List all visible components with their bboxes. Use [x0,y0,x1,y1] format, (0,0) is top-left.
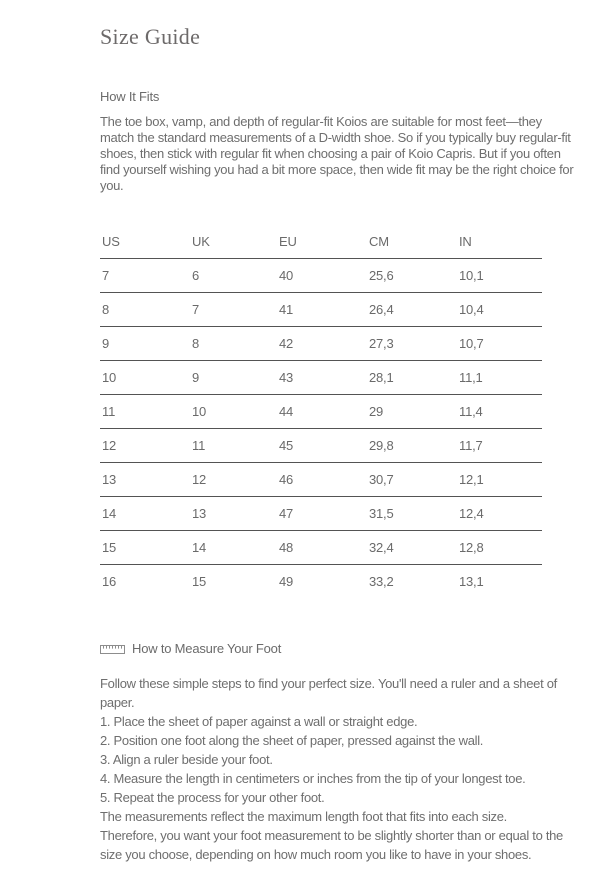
size-cell: 42 [277,327,367,361]
size-cell: 44 [277,395,367,429]
table-row [100,327,542,361]
size-cell: 33,2 [369,574,394,589]
size-cell: 25,6 [367,259,457,293]
table-row [100,531,542,565]
size-guide-page [0,24,603,877]
size-cell: 11 [190,429,277,463]
table-row [100,497,542,531]
size-cell: 29,8 [367,429,457,463]
size-cell: 48 [277,531,367,565]
size-cell: 41 [277,293,367,327]
size-cell: 11 [100,395,190,429]
column-header-us: US [100,234,190,259]
measure-step: 3. Align a ruler beside your foot. [100,752,273,767]
size-cell: 9 [100,327,190,361]
size-cell: 15 [100,531,190,565]
size-cell: 10 [190,395,277,429]
table-row [100,293,542,327]
measure-step: 5. Repeat the process for your other foot. [100,790,325,805]
size-cell: 7 [100,259,190,293]
size-cell: 47 [277,497,367,531]
fit-section [100,89,575,194]
size-table-header-row [100,234,542,259]
table-row [100,463,542,497]
column-header-eu: EU [277,234,367,259]
table-row [100,395,542,429]
size-cell: 26,4 [367,293,457,327]
size-cell: 11,7 [457,429,542,463]
table-row [100,565,542,599]
size-cell: 14 [190,531,277,565]
size-cell: 12 [190,463,277,497]
size-cell: 10,7 [457,327,542,361]
size-cell: 45 [277,429,367,463]
size-cell: 31,5 [367,497,457,531]
measure-step: 4. Measure the length in centimeters or inches from the tip of your longest toe. [100,771,526,786]
size-cell: 14 [100,497,190,531]
measure-step: 2. Position one foot along the sheet of paper, pressed against the wall. [100,733,484,748]
column-header-uk: UK [190,234,277,259]
size-cell: 11,1 [457,361,542,395]
measure-note: Therefore, you want your foot measurement to be slightly shorter than or equal to the size you choose, depending on how much room you like to have in your shoes. [100,828,563,862]
table-row [100,361,542,395]
table-row [100,259,542,293]
size-cell: 13 [190,497,277,531]
size-cell: 29 [367,395,457,429]
size-cell: 40 [277,259,367,293]
size-cell: 13,1 [459,574,484,589]
measure-step: 1. Place the sheet of paper against a wall or straight edge. [100,714,418,729]
measure-heading-row [100,642,575,656]
size-cell: 12,8 [457,531,542,565]
column-header-in: IN [457,234,542,259]
size-cell: 7 [190,293,277,327]
size-cell: 46 [277,463,367,497]
column-header-cm: CM [367,234,457,259]
measure-note: The measurements reflect the maximum length foot that fits into each size. [100,809,507,824]
size-cell: 32,4 [367,531,457,565]
table-row [100,429,542,463]
size-cell: 12 [100,429,190,463]
size-cell: 8 [100,293,190,327]
size-table [100,234,542,598]
size-cell: 11,4 [457,395,542,429]
size-cell: 9 [190,361,277,395]
size-cell: 10,4 [457,293,542,327]
size-cell: 28,1 [367,361,457,395]
measure-notes [100,807,575,864]
size-cell: 6 [190,259,277,293]
size-cell: 13 [100,463,190,497]
size-cell: 16 [102,574,117,589]
page-title: Size Guide [100,24,201,49]
measure-heading: How to Measure Your Foot [132,641,282,656]
size-cell: 49 [279,574,294,589]
fit-body: The toe box, vamp, and depth of regular-fit Koios are suitable for most feet—they match the standard measurements of a D-width shoe. So if you typically buy regular-fit shoes, then stick with regular fit when choosing a pair of Koio Capris. But if you often find yourself wishing you had a bit more space, then wide fit may be the right choice for you. [100,114,574,193]
size-cell: 12,4 [457,497,542,531]
size-cell: 10,1 [457,259,542,293]
size-cell: 27,3 [367,327,457,361]
size-cell: 15 [192,574,207,589]
size-cell: 10 [100,361,190,395]
size-cell: 12,1 [457,463,542,497]
measure-body [100,674,575,864]
ruler-icon [100,645,125,654]
size-cell: 43 [277,361,367,395]
size-cell: 8 [190,327,277,361]
fit-heading: How It Fits [100,89,160,104]
measure-steps [100,712,575,807]
measure-intro: Follow these simple steps to find your perfect size. You'll need a ruler and a sheet of paper. [100,676,557,710]
size-cell: 30,7 [367,463,457,497]
